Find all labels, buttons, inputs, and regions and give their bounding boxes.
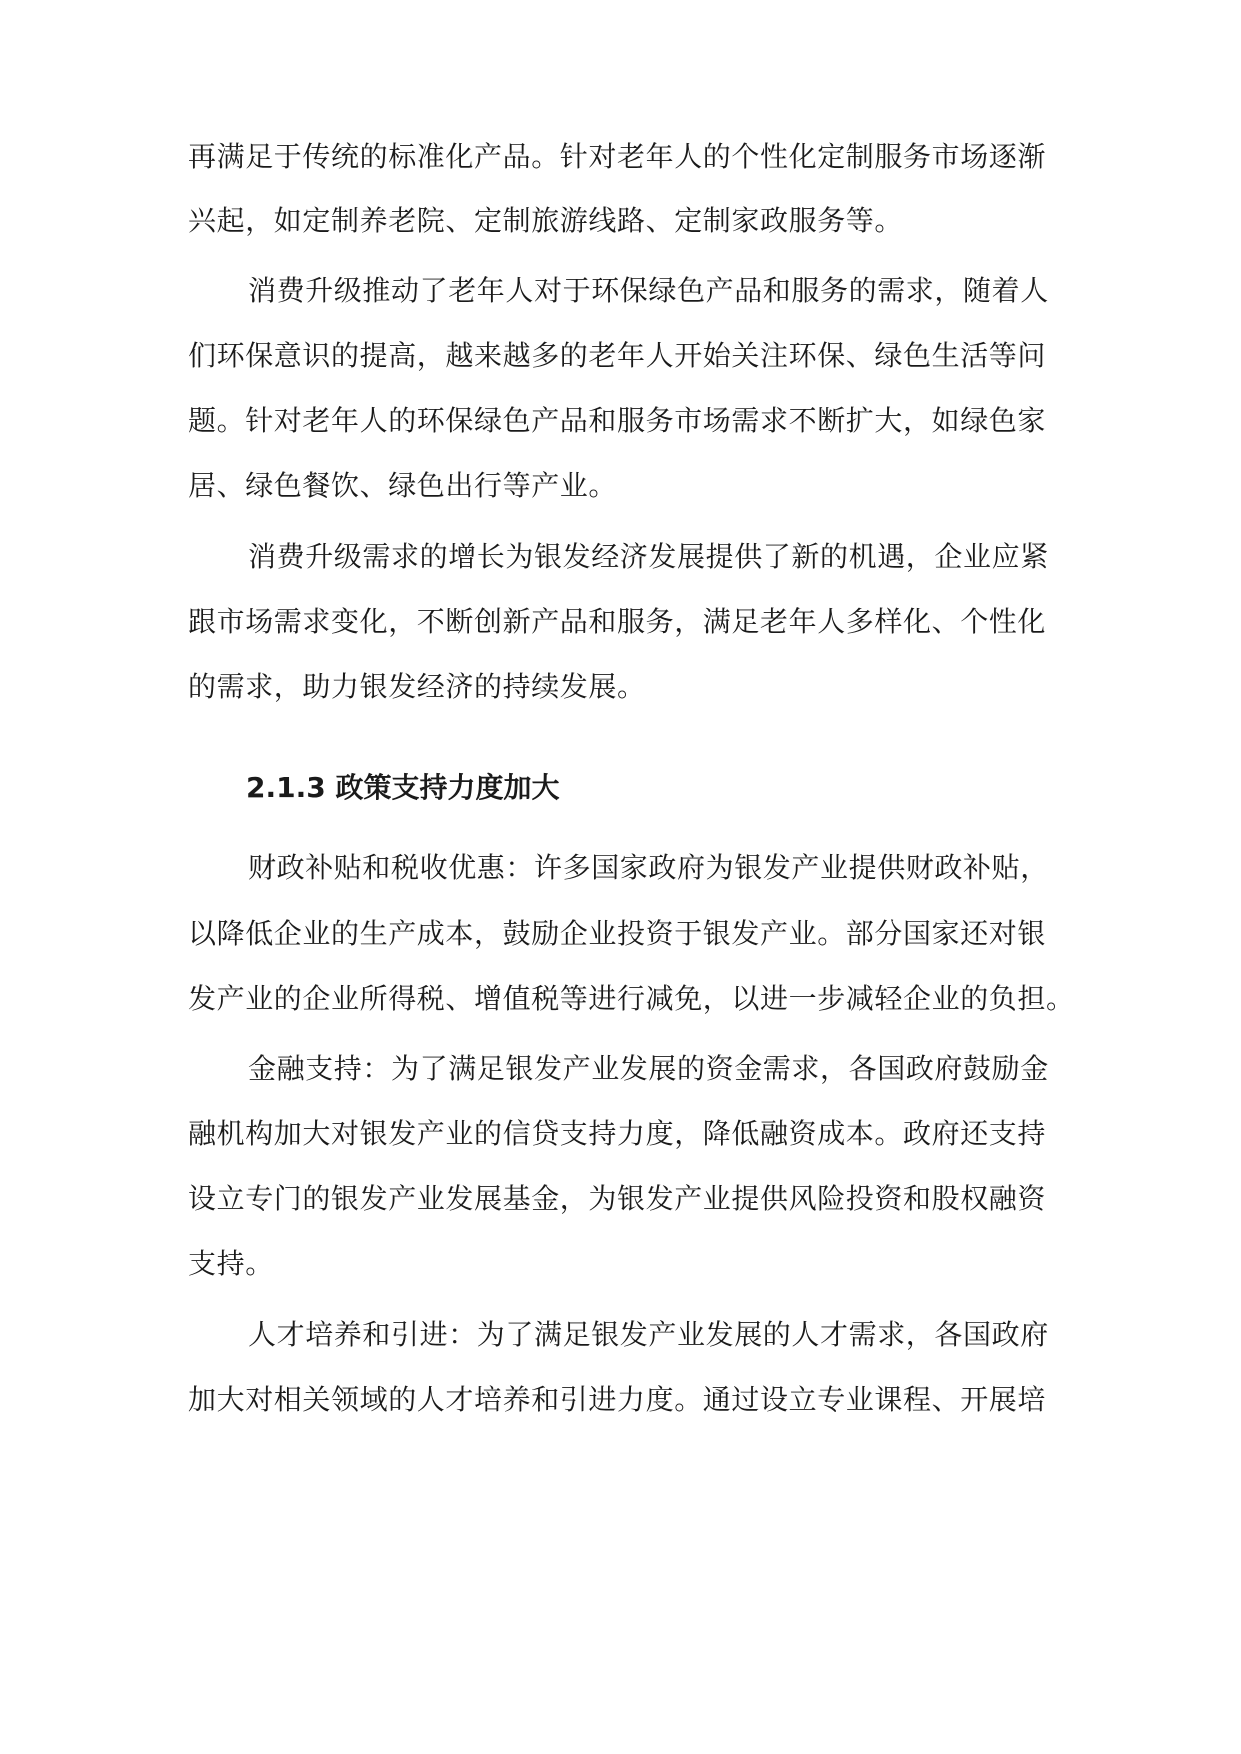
paragraph-line: 财政补贴和税收优惠：许多国家政府为银发产业提供财政补贴， bbox=[248, 851, 1049, 884]
paragraph-line: 消费升级推动了老年人对于环保绿色产品和服务的需求，随着人 bbox=[248, 274, 1049, 307]
paragraph-line: 加大对相关领域的人才培养和引进力度。通过设立专业课程、开展培 bbox=[188, 1383, 1047, 1416]
paragraph-line: 跟市场需求变化，不断创新产品和服务，满足老年人多样化、个性化 bbox=[188, 605, 1047, 638]
paragraph-line: 消费升级需求的增长为银发经济发展提供了新的机遇，企业应紧 bbox=[248, 540, 1049, 573]
paragraph-line: 支持。 bbox=[188, 1247, 274, 1280]
paragraph-line: 居、绿色餐饮、绿色出行等产业。 bbox=[188, 469, 618, 502]
paragraph-line: 以降低企业的生产成本，鼓励企业投资于银发产业。部分国家还对银 bbox=[188, 917, 1047, 950]
paragraph-line: 金融支持：为了满足银发产业发展的资金需求，各国政府鼓励金 bbox=[248, 1052, 1049, 1085]
paragraph-line: 发产业的企业所得税、增值税等进行减免，以进一步减轻企业的负担。 bbox=[188, 982, 1075, 1015]
paragraph-line: 再满足于传统的标准化产品。针对老年人的个性化定制服务市场逐渐 bbox=[188, 140, 1047, 173]
paragraph-line: 兴起，如定制养老院、定制旅游线路、定制家政服务等。 bbox=[188, 204, 904, 237]
paragraph-line: 人才培养和引进：为了满足银发产业发展的人才需求，各国政府 bbox=[248, 1318, 1049, 1351]
paragraph-line: 设立专门的银发产业发展基金，为银发产业提供风险投资和股权融资 bbox=[188, 1182, 1047, 1215]
paragraph-line: 们环保意识的提高，越来越多的老年人开始关注环保、绿色生活等问 bbox=[188, 339, 1047, 372]
paragraph-line: 题。针对老年人的环保绿色产品和服务市场需求不断扩大，如绿色家 bbox=[188, 404, 1047, 437]
section-heading: 2.1.3 政策支持力度加大 bbox=[246, 771, 560, 804]
paragraph-line: 融机构加大对银发产业的信贷支持力度，降低融资成本。政府还支持 bbox=[188, 1117, 1047, 1150]
paragraph-line: 的需求，助力银发经济的持续发展。 bbox=[188, 670, 646, 703]
